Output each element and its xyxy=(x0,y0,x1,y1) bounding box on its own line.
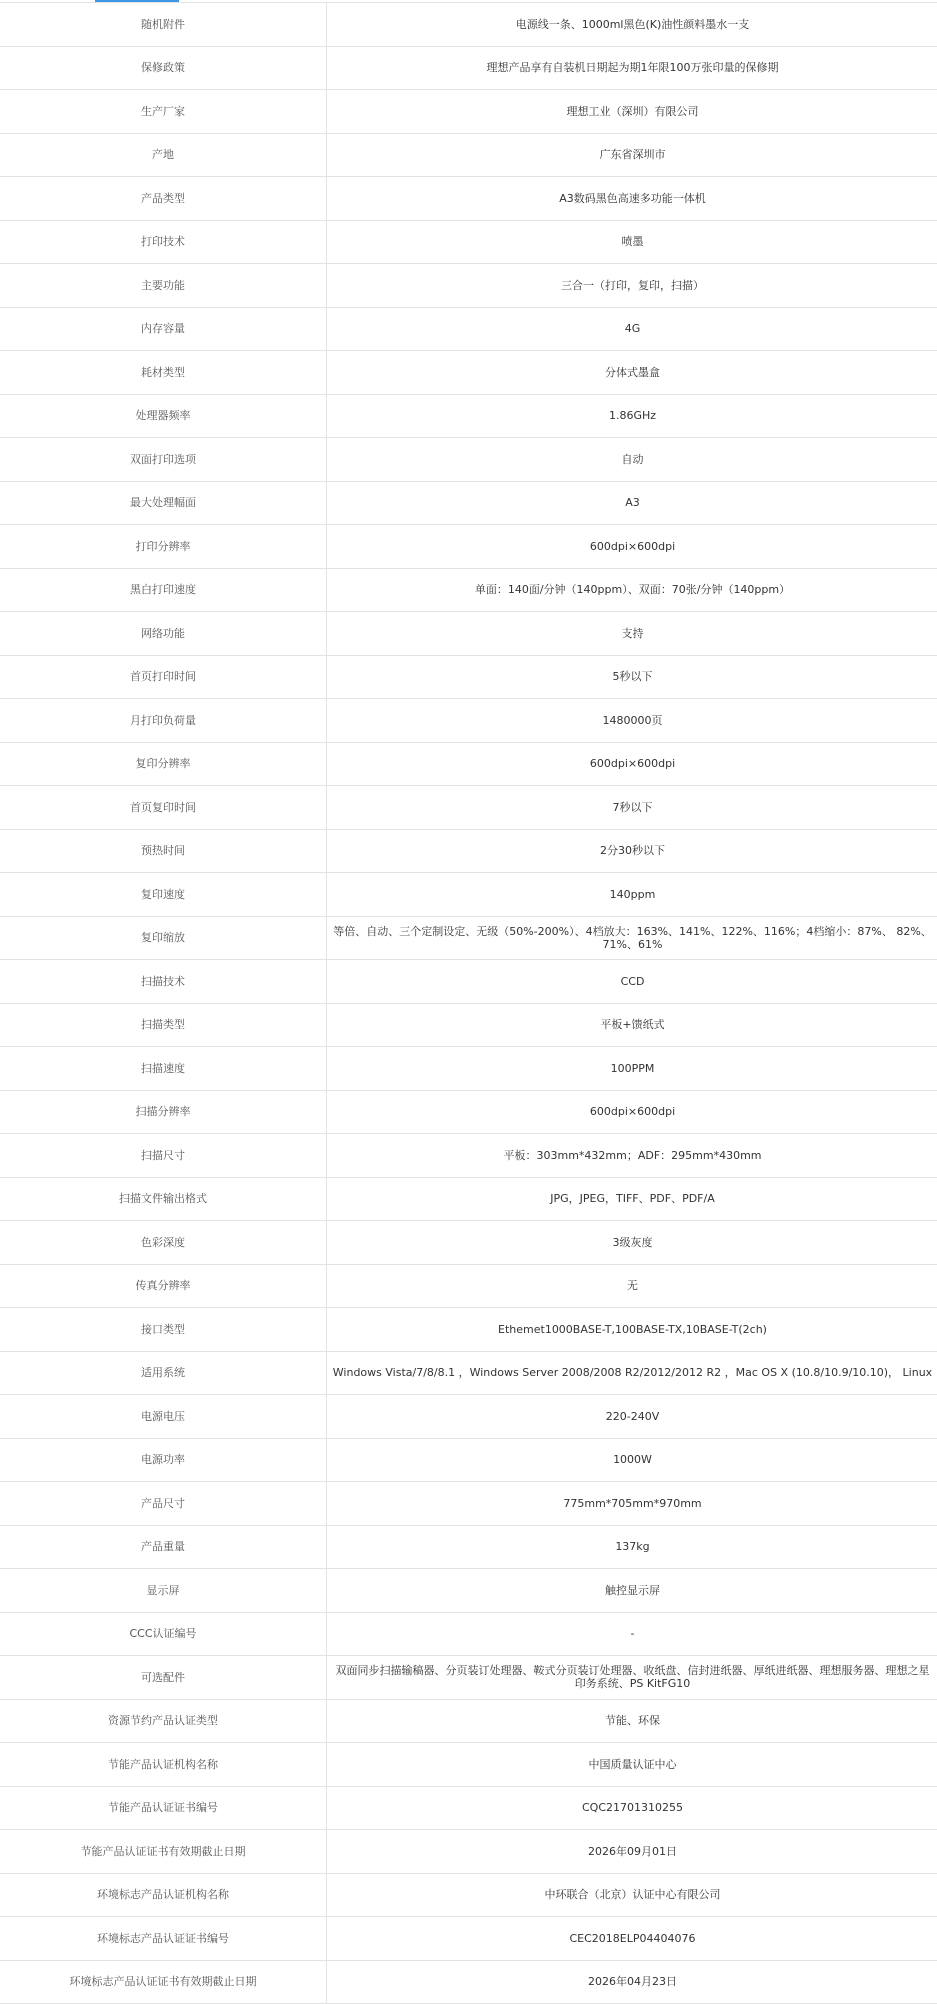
spec-row xyxy=(0,1830,937,1874)
spec-value: Windows Vista/7/8/8.1 ，Windows Server 2008/2008 R2/2012/2012 R2 ，Mac OS X (10.8/10.9/10.10)， Linux xyxy=(327,1351,937,1395)
spec-value: 2026年09月01日 xyxy=(327,1830,937,1874)
spec-row xyxy=(0,786,937,830)
spec-value: 支持 xyxy=(327,612,937,656)
spec-table xyxy=(0,2,937,2004)
spec-row xyxy=(0,394,937,438)
spec-value: 3级灰度 xyxy=(327,1221,937,1265)
spec-row xyxy=(0,1873,937,1917)
spec-row xyxy=(0,1090,937,1134)
spec-row xyxy=(0,1569,937,1613)
spec-label: 打印分辨率 xyxy=(0,525,327,569)
spec-row xyxy=(0,1482,937,1526)
spec-label: 扫描文件输出格式 xyxy=(0,1177,327,1221)
spec-value: CQC21701310255 xyxy=(327,1786,937,1830)
spec-value: 等倍、自动、三个定制设定、无级（50%-200%）、4档放大：163%、141%、122%、116%；4档缩小：87%、 82%、71%、61% xyxy=(327,916,937,960)
spec-label: 处理器频率 xyxy=(0,394,327,438)
spec-row xyxy=(0,1960,937,2004)
spec-label: 打印技术 xyxy=(0,220,327,264)
spec-label: 接口类型 xyxy=(0,1308,327,1352)
spec-row xyxy=(0,829,937,873)
spec-value: 600dpi×600dpi xyxy=(327,1090,937,1134)
spec-value: 节能、环保 xyxy=(327,1699,937,1743)
spec-value: 三合一（打印，复印，扫描） xyxy=(327,264,937,308)
spec-row xyxy=(0,1612,937,1656)
spec-row xyxy=(0,1438,937,1482)
spec-label: 可选配件 xyxy=(0,1656,327,1700)
spec-label: 主要功能 xyxy=(0,264,327,308)
spec-label: 扫描尺寸 xyxy=(0,1134,327,1178)
spec-row xyxy=(0,177,937,221)
spec-label: 生产厂家 xyxy=(0,90,327,134)
spec-label: 环境标志产品认证证书有效期截止日期 xyxy=(0,1960,327,2004)
spec-row xyxy=(0,1656,937,1700)
spec-value: 600dpi×600dpi xyxy=(327,742,937,786)
spec-value: 140ppm xyxy=(327,873,937,917)
spec-label: 复印速度 xyxy=(0,873,327,917)
spec-label: 产地 xyxy=(0,133,327,177)
spec-value: A3数码黑色高速多功能一体机 xyxy=(327,177,937,221)
spec-value: CCD xyxy=(327,960,937,1004)
spec-label: 产品类型 xyxy=(0,177,327,221)
spec-label: 节能产品认证机构名称 xyxy=(0,1743,327,1787)
spec-value: A3 xyxy=(327,481,937,525)
spec-label: 环境标志产品认证机构名称 xyxy=(0,1873,327,1917)
spec-label: 传真分辨率 xyxy=(0,1264,327,1308)
spec-value: 分体式墨盒 xyxy=(327,351,937,395)
spec-label: 电源电压 xyxy=(0,1395,327,1439)
spec-label: 首页复印时间 xyxy=(0,786,327,830)
spec-label: 产品尺寸 xyxy=(0,1482,327,1526)
spec-value: 无 xyxy=(327,1264,937,1308)
spec-label: 节能产品认证证书编号 xyxy=(0,1786,327,1830)
spec-label: 黑白打印速度 xyxy=(0,568,327,612)
spec-value: 100PPM xyxy=(327,1047,937,1091)
spec-value: 双面同步扫描输稿器、分页装订处理器、鞍式分页装订处理器、收纸盘、信封进纸器、厚纸进纸器、理想服务器、理想之星印务系统、PS KitFG10 xyxy=(327,1656,937,1700)
spec-row xyxy=(0,742,937,786)
spec-value: 理想工业（深圳）有限公司 xyxy=(327,90,937,134)
spec-label: 双面打印选项 xyxy=(0,438,327,482)
spec-label: 首页打印时间 xyxy=(0,655,327,699)
spec-row xyxy=(0,1786,937,1830)
spec-label: 最大处理幅面 xyxy=(0,481,327,525)
spec-value: 平板：303mm*432mm；ADF：295mm*430mm xyxy=(327,1134,937,1178)
spec-row xyxy=(0,1351,937,1395)
spec-row xyxy=(0,1743,937,1787)
spec-row xyxy=(0,1264,937,1308)
spec-label: 资源节约产品认证类型 xyxy=(0,1699,327,1743)
spec-label: 随机附件 xyxy=(0,3,327,47)
spec-row xyxy=(0,481,937,525)
spec-row xyxy=(0,873,937,917)
spec-row xyxy=(0,133,937,177)
spec-label: 月打印负荷量 xyxy=(0,699,327,743)
spec-row xyxy=(0,1699,937,1743)
spec-row xyxy=(0,568,937,612)
spec-value: CEC2018ELP04404076 xyxy=(327,1917,937,1961)
spec-row xyxy=(0,438,937,482)
spec-row xyxy=(0,1047,937,1091)
spec-row xyxy=(0,916,937,960)
spec-label: 复印缩放 xyxy=(0,916,327,960)
spec-row xyxy=(0,307,937,351)
spec-value: 广东省深圳市 xyxy=(327,133,937,177)
spec-label: 电源功率 xyxy=(0,1438,327,1482)
spec-row xyxy=(0,960,937,1004)
spec-value: 电源线一条、1000ml黑色(K)油性颜料墨水一支 xyxy=(327,3,937,47)
spec-value: 137kg xyxy=(327,1525,937,1569)
spec-label: 产品重量 xyxy=(0,1525,327,1569)
spec-value: - xyxy=(327,1612,937,1656)
spec-value: 单面：140面/分钟（140ppm）、双面：70张/分钟（140ppm） xyxy=(327,568,937,612)
spec-value: 喷墨 xyxy=(327,220,937,264)
spec-table-body xyxy=(0,3,937,2004)
spec-label: 复印分辨率 xyxy=(0,742,327,786)
spec-value: 1480000页 xyxy=(327,699,937,743)
spec-value: 775mm*705mm*970mm xyxy=(327,1482,937,1526)
spec-value: 中环联合（北京）认证中心有限公司 xyxy=(327,1873,937,1917)
spec-row xyxy=(0,1308,937,1352)
spec-row xyxy=(0,1917,937,1961)
spec-value: 1.86GHz xyxy=(327,394,937,438)
spec-row xyxy=(0,264,937,308)
spec-value: 4G xyxy=(327,307,937,351)
spec-row xyxy=(0,1003,937,1047)
spec-row xyxy=(0,1134,937,1178)
spec-value: JPG，JPEG，TIFF、PDF、PDF/A xyxy=(327,1177,937,1221)
spec-label: 预热时间 xyxy=(0,829,327,873)
spec-value: 中国质量认证中心 xyxy=(327,1743,937,1787)
spec-value: 600dpi×600dpi xyxy=(327,525,937,569)
spec-value: 理想产品享有自装机日期起为期1年限100万张印量的保修期 xyxy=(327,46,937,90)
spec-row xyxy=(0,1525,937,1569)
spec-value: 平板+馈纸式 xyxy=(327,1003,937,1047)
spec-value: 5秒以下 xyxy=(327,655,937,699)
spec-row xyxy=(0,612,937,656)
spec-row xyxy=(0,220,937,264)
spec-value: 2分30秒以下 xyxy=(327,829,937,873)
spec-label: 扫描技术 xyxy=(0,960,327,1004)
spec-label: 环境标志产品认证证书编号 xyxy=(0,1917,327,1961)
spec-row xyxy=(0,1395,937,1439)
spec-value: 220-240V xyxy=(327,1395,937,1439)
spec-row xyxy=(0,1177,937,1221)
spec-value: 2026年04月23日 xyxy=(327,1960,937,2004)
spec-value: 自动 xyxy=(327,438,937,482)
spec-label: CCC认证编号 xyxy=(0,1612,327,1656)
spec-label: 网络功能 xyxy=(0,612,327,656)
spec-label: 色彩深度 xyxy=(0,1221,327,1265)
spec-label: 内存容量 xyxy=(0,307,327,351)
spec-label: 扫描分辨率 xyxy=(0,1090,327,1134)
spec-label: 节能产品认证证书有效期截止日期 xyxy=(0,1830,327,1874)
spec-row xyxy=(0,351,937,395)
spec-value: 触控显示屏 xyxy=(327,1569,937,1613)
spec-row xyxy=(0,655,937,699)
spec-label: 扫描类型 xyxy=(0,1003,327,1047)
spec-label: 适用系统 xyxy=(0,1351,327,1395)
spec-label: 扫描速度 xyxy=(0,1047,327,1091)
spec-row xyxy=(0,3,937,47)
spec-row xyxy=(0,525,937,569)
spec-row xyxy=(0,46,937,90)
spec-value: 1000W xyxy=(327,1438,937,1482)
spec-row xyxy=(0,1221,937,1265)
spec-row xyxy=(0,90,937,134)
spec-value: 7秒以下 xyxy=(327,786,937,830)
spec-value: Ethemet1000BASE-T,100BASE-TX,10BASE-T(2ch) xyxy=(327,1308,937,1352)
spec-row xyxy=(0,699,937,743)
spec-label: 耗材类型 xyxy=(0,351,327,395)
spec-label: 保修政策 xyxy=(0,46,327,90)
spec-label: 显示屏 xyxy=(0,1569,327,1613)
